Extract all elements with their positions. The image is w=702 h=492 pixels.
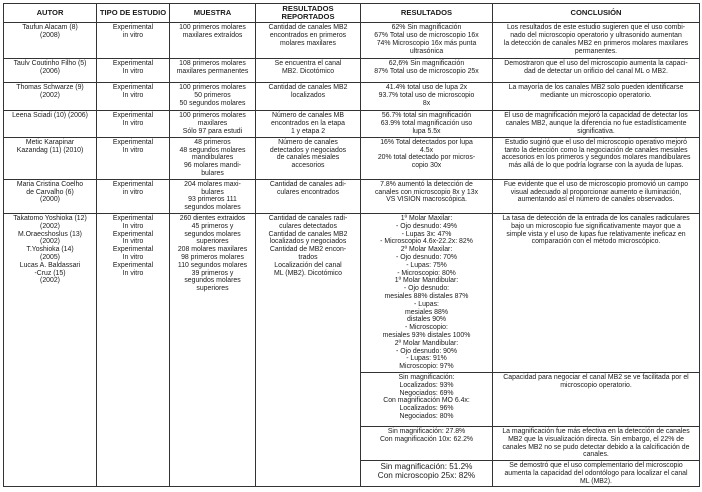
cell-line: segundos molares <box>184 277 241 285</box>
muestra-cell <box>170 23 256 59</box>
cell-line: Experimental <box>112 214 154 222</box>
table-row <box>4 179 700 213</box>
cell-line: MB2 que la visualización directa. Sin embargo, el 22% de <box>508 435 684 443</box>
cell-line: dad de detectar un orificio del canal ML o MB2. <box>524 68 668 76</box>
cell-line: ML (MB2). Dicotómico <box>274 269 342 277</box>
cell-line: 63.9% total magnificación uso <box>380 120 473 128</box>
cell-line: localizados y negociados <box>269 238 347 246</box>
cell-line: Negociados: 80% <box>399 412 454 420</box>
conclusion-cell <box>493 59 700 83</box>
header-muestra: MUESTRA <box>170 4 256 23</box>
conclusion-cell <box>493 83 700 111</box>
cell-line: distales 90% <box>406 316 447 324</box>
reportados-cell <box>256 83 361 111</box>
cell-line: (2006) <box>40 68 60 76</box>
cell-line: bajo un microscopio fue significativamente mayor que a <box>511 222 681 230</box>
cell-line: culares encontrados <box>276 188 340 196</box>
cell-line: Taulv Coutinho Filho (5) <box>13 60 87 68</box>
table-row <box>4 137 700 179</box>
cell-line: culares detectados <box>279 222 337 230</box>
cell-line: ultrasónica <box>409 47 444 55</box>
cell-line: detectados y negociados <box>269 146 347 154</box>
cell-line: (2002) <box>40 222 60 230</box>
header-autor: AUTOR <box>4 4 97 23</box>
cell-line: (2005) <box>40 253 60 261</box>
tipo-cell <box>97 137 170 179</box>
cell-line: 8x <box>422 100 431 107</box>
header-reportados: RESULTADOS REPORTADOS <box>256 4 361 23</box>
cell-line: Lucas A. Baldassari <box>19 261 81 269</box>
cell-line: de Carvalho (6) <box>26 188 74 196</box>
cell-line: 56.7% total sin magnificación <box>381 112 472 120</box>
cell-line: 208 molares maxilares <box>177 246 248 254</box>
cell-line: Los resultados de este estudio sugieren que el uso combi- <box>506 24 686 32</box>
muestra-cell <box>170 83 256 111</box>
cell-line: accesorios <box>291 162 325 170</box>
tipo-cell <box>97 59 170 83</box>
cell-line: 45 primeros y <box>191 222 234 230</box>
cell-line: 4.5x <box>419 146 434 154</box>
cell-line: Leena Sciadi (10) (2006) <box>12 112 88 120</box>
cell-line: (2002) <box>40 277 60 285</box>
cell-line: Experimental <box>112 138 154 146</box>
cell-line: superiores <box>196 285 229 293</box>
muestra-cell <box>170 59 256 83</box>
cell-line: Localización del canal <box>274 261 342 269</box>
cell-line: Capacidad para negociar el canal MB2 se ve facilitada por el <box>503 373 689 381</box>
cell-line: T.Yoshioka (14) <box>26 246 74 254</box>
muestra-cell <box>170 137 256 179</box>
cell-line: mesiales 88% distales 87% <box>384 292 469 300</box>
cell-line: Experimental <box>112 246 154 254</box>
cell-line: mandibulares <box>191 154 234 162</box>
cell-line: canales. <box>583 451 609 459</box>
cell-line: La magnificación fue más efectiva en la detección de canales <box>502 427 690 435</box>
cell-line: microscopio operatorio. <box>560 381 632 389</box>
cell-line: In vitro <box>122 68 144 76</box>
cell-line: comparación con el método microscópico. <box>531 238 661 246</box>
resultados-cell <box>361 137 493 179</box>
cell-line: encontrados en primeros <box>269 32 347 40</box>
cell-line: Número de canales <box>278 138 338 146</box>
cell-line: Metic Karapinar <box>25 138 75 146</box>
reportados-cell <box>256 23 361 59</box>
cell-line: 204 molares maxi- <box>184 180 241 188</box>
resultados-cell <box>361 179 493 213</box>
cell-line: - Microscopio: 80% <box>397 269 456 277</box>
conclusion-cell <box>493 137 700 179</box>
table-row <box>4 213 700 372</box>
tipo-cell <box>97 213 170 487</box>
reportados-cell <box>256 213 361 487</box>
autor-cell <box>4 59 97 83</box>
cell-line: 260 dientes extraidos <box>179 214 246 222</box>
cell-line: 74% Microscopio 16x más punta <box>376 40 477 47</box>
autor-cell <box>4 111 97 137</box>
cell-line: - Ojo desnudo: 49% <box>396 222 457 230</box>
resultados-cell <box>361 59 493 83</box>
cell-line: 39 primeros y <box>191 269 234 277</box>
cell-line: In vitro <box>122 146 144 154</box>
cell-line: bulares <box>201 188 224 196</box>
cell-line: 20% total detectado por micros- <box>377 154 476 162</box>
conclusion-cell <box>493 372 700 426</box>
cell-line: 1º Molar Maxilar: <box>400 214 453 222</box>
header-resultados: RESULTADOS <box>361 4 493 23</box>
reportados-cell <box>256 111 361 137</box>
cell-line: - Ojo desnudo: 90% <box>396 347 457 355</box>
conclusion-cell <box>493 179 700 213</box>
cell-line: 100 primeros molares <box>179 84 246 92</box>
cell-line: MB2. Dicotómico <box>281 68 335 76</box>
cell-line: Con magnificación 10x: 62.2% <box>379 435 474 443</box>
cell-line: Microscopio: 97% <box>399 363 454 371</box>
cell-line: lupa 5.5x <box>412 128 441 135</box>
cell-line: in vitro <box>122 188 144 196</box>
cell-line: Experimental <box>112 180 154 188</box>
cell-line: Cantidad de canales radi- <box>268 214 348 222</box>
cell-line: 98 primeros molares <box>181 253 244 261</box>
cell-line: nado del microscopio operatorio y ultrasonido aumentan <box>510 32 682 40</box>
cell-line: visual adecuado al proporcionar aumento e iluminación, <box>510 188 682 196</box>
resultados-cell <box>361 372 493 426</box>
cell-line: - Lupas 3x: 47% <box>401 230 452 238</box>
cell-line: Cantidad de canales MB2 <box>268 24 348 32</box>
cell-line: 93.7% total uso de microscopio <box>378 92 475 100</box>
cell-line: - Ojo desnudo: 70% <box>396 253 457 261</box>
cell-line: simple vista y el uso de lupas fue relativamente ineficaz en <box>506 230 686 238</box>
resultados-cell <box>361 111 493 137</box>
cell-line: Con microscopio 25x: 82% <box>377 471 476 481</box>
cell-line: trados <box>298 253 318 261</box>
cell-line: Experimental <box>112 24 154 32</box>
tipo-cell <box>97 23 170 59</box>
cell-line: 50 segundos molares <box>179 100 246 107</box>
cell-line: mediante un microscopio operatorio. <box>540 92 652 100</box>
autor-cell <box>4 23 97 59</box>
cell-line: de canales mesiales <box>276 154 340 162</box>
studies-table <box>3 3 700 487</box>
cell-line: segundos molares <box>184 204 241 212</box>
conclusion-cell <box>493 461 700 487</box>
cell-line: tanto la detección como la negociación de canales mesiales <box>504 146 688 154</box>
cell-line: - Lupas: <box>414 300 439 308</box>
cell-line: Fue evidente que el uso de microscopio promovió un campo <box>503 180 689 188</box>
cell-line: Se encuentra el canal <box>274 60 342 68</box>
cell-line: - Ojo desnudo: <box>403 285 450 293</box>
conclusion-cell <box>493 426 700 460</box>
cell-line: canales MB2, aunque la diferencia no fue estadísticamente <box>505 120 687 128</box>
cell-line: Localizados: 96% <box>399 405 454 413</box>
cell-line: M.Oraecshoslus (13) <box>18 230 82 238</box>
cell-line: bulares <box>201 169 224 177</box>
cell-line: Cantidad de canales MB2 <box>268 84 348 92</box>
muestra-cell <box>170 213 256 487</box>
cell-line: Maria Cristina Coelho <box>16 180 84 188</box>
resultados-cell <box>361 213 493 372</box>
cell-line: ML (MB2). <box>580 477 612 485</box>
cell-line: Experimental <box>112 230 154 238</box>
cell-line: Cantidad de MB2 encon- <box>269 246 347 254</box>
cell-line: Cantidad de canales MB2 <box>268 230 348 238</box>
autor-cell <box>4 137 97 179</box>
header-tipo: TIPO DE ESTUDIO <box>97 4 170 23</box>
cell-line: canales con microscopio 8x y 13x <box>374 188 479 196</box>
resultados-cell <box>361 461 493 487</box>
tipo-cell <box>97 83 170 111</box>
cell-line: 16% Total detectados por lupa <box>380 138 473 146</box>
cell-line: aumentando así el número de canales observados. <box>517 196 675 204</box>
cell-line: 67% Total uso de microscopio 16x <box>374 32 479 40</box>
cell-line: In vitro <box>122 269 144 277</box>
cell-line: 2º Molar Mandibular: <box>394 339 459 347</box>
cell-line: In vitro <box>122 253 144 261</box>
resultados-cell <box>361 83 493 111</box>
cell-line: (2008) <box>40 32 60 40</box>
table-row <box>4 83 700 111</box>
cell-line: la detección de canales MB2 en primeros molares maxilares <box>503 40 689 47</box>
cell-line: superiores <box>196 238 229 246</box>
cell-line: 1º Molar Mandibular: <box>394 277 459 285</box>
cell-line: encontrados en la etapa <box>271 120 345 128</box>
cell-line: Demostraron que el uso del microscopio aumenta la capaci- <box>504 60 688 68</box>
cell-line: - Microscopio: <box>405 324 448 332</box>
cell-line: 41.4% total uso de lupa 2x <box>385 84 468 92</box>
cell-line: mesiales 93% distales 100% <box>382 331 471 339</box>
cell-line: permanentes. <box>574 47 618 55</box>
resultados-cell <box>361 426 493 460</box>
cell-line: (2000) <box>40 196 60 204</box>
cell-line: Sin magnificación: 27.8% <box>387 427 466 435</box>
cell-line: -Cruz (15) <box>34 269 66 277</box>
cell-line: La mayoría de los canales MB2 solo pueden identificarse <box>508 84 684 92</box>
cell-line: Cantidad de canales adi- <box>269 180 347 188</box>
cell-line: - Lupas: 75% <box>406 261 447 269</box>
reportados-cell <box>256 137 361 179</box>
cell-line: localizados <box>290 92 326 100</box>
cell-line: In vitro <box>122 222 144 230</box>
muestra-cell <box>170 111 256 137</box>
cell-line: 1 y etapa 2 <box>290 128 326 135</box>
resultados-cell <box>361 23 493 59</box>
cell-line: Negociados: 69% <box>399 389 454 397</box>
cell-line: - Lupas: 91% <box>406 355 447 363</box>
cell-line: maxilares permanentes <box>176 68 249 76</box>
cell-line: Experimental <box>112 84 154 92</box>
cell-line: - Microscopio 4.6x-22.2x: 82% <box>380 238 473 246</box>
cell-line: in vitro <box>122 32 144 40</box>
table-row <box>4 59 700 83</box>
reportados-cell <box>256 179 361 213</box>
cell-line: 48 segundos molares <box>179 146 246 154</box>
cell-line: 100 primeros molares <box>179 112 246 120</box>
cell-line: 96 molares mandi- <box>183 162 242 170</box>
cell-line: Se demostró que el uso complementario del microscopio <box>509 462 683 470</box>
cell-line: La tasa de detección de la entrada de los canales radiculares <box>502 214 690 222</box>
cell-line: Kazandag (11) (2010) <box>16 146 84 154</box>
muestra-cell <box>170 179 256 213</box>
cell-line: Takatomo Yoshioka (12) <box>13 214 87 222</box>
cell-line: Estudio sugirió que el uso del microscopio operativo mejoró <box>505 138 687 146</box>
cell-line: significativa. <box>577 128 615 135</box>
cell-line: Con magnificación MO 6.4x: <box>383 397 470 405</box>
cell-line: 7.8% aumentó la detección de <box>380 180 473 188</box>
header-row <box>4 4 700 23</box>
cell-line: 50 primeros <box>194 92 231 100</box>
tipo-cell <box>97 111 170 137</box>
cell-line: El uso de magnificación mejoró la capacidad de detectar los <box>504 112 688 120</box>
tipo-cell <box>97 179 170 213</box>
cell-line: Experimental <box>112 112 154 120</box>
cell-line: 108 primeros molares <box>179 60 246 68</box>
conclusion-cell <box>493 23 700 59</box>
cell-line: 110 segundos molares <box>177 261 248 269</box>
cell-line: accesorios en los primeros y segundos molares mandibulares <box>501 154 691 162</box>
header-conclusion: CONCLUSIÓN <box>493 4 700 23</box>
cell-line: Taufun Alacam (8) <box>22 24 78 32</box>
cell-line: más allá de lo que podría lograrse con la ayuda de lupas. <box>508 162 684 170</box>
cell-line: Sin magnificación: <box>398 373 455 381</box>
autor-cell <box>4 179 97 213</box>
cell-line: maxilares <box>197 120 228 128</box>
cell-line: 87% Total uso de microscopio 25x <box>374 68 479 76</box>
conclusion-cell <box>493 111 700 137</box>
table-row <box>4 23 700 59</box>
conclusion-cell <box>493 213 700 372</box>
cell-line: 100 primeros molares <box>179 24 246 32</box>
cell-line: Experimental <box>112 261 154 269</box>
cell-line: maxilares extraídos <box>182 32 243 40</box>
cell-line: canales MB2 no se pudo detectar debido a la calcificación de <box>502 443 690 451</box>
table-row <box>4 111 700 137</box>
cell-line: molares maxilares <box>280 40 336 47</box>
cell-line: Thomas Schwarze (9) <box>16 84 84 92</box>
cell-line: Experimental <box>112 60 154 68</box>
cell-line: VS VISIÓN macroscópica. <box>386 196 467 204</box>
cell-line: 48 primeros <box>194 138 231 146</box>
cell-line: (2002) <box>40 92 60 100</box>
autor-cell <box>4 213 97 487</box>
cell-line: 62,6% Sin magnificación <box>388 60 465 68</box>
cell-line: Sólo 97 para estudi <box>182 128 243 135</box>
reportados-cell <box>256 59 361 83</box>
cell-line: 93 primeros 111 <box>188 196 237 204</box>
cell-line: Localizados: 93% <box>399 381 454 389</box>
autor-cell <box>4 83 97 111</box>
cell-line: In vitro <box>122 238 144 246</box>
cell-line: Sin magnificación: 51.2% <box>380 462 473 472</box>
cell-line: 62% Sin magnificación <box>391 24 462 32</box>
cell-line: aumenta la capacidad del odontólogo para localizar el canal <box>504 469 688 477</box>
cell-line: copio 30x <box>411 162 442 170</box>
cell-line: In vitro <box>122 120 144 128</box>
cell-line: Número de canales MB <box>271 112 344 120</box>
cell-line: (2002) <box>40 238 60 246</box>
cell-line: mesiales 88% <box>405 308 448 316</box>
cell-line: segundos molares <box>184 230 241 238</box>
cell-line: 2º Molar Maxilar: <box>400 246 453 254</box>
cell-line: In vitro <box>122 92 144 100</box>
